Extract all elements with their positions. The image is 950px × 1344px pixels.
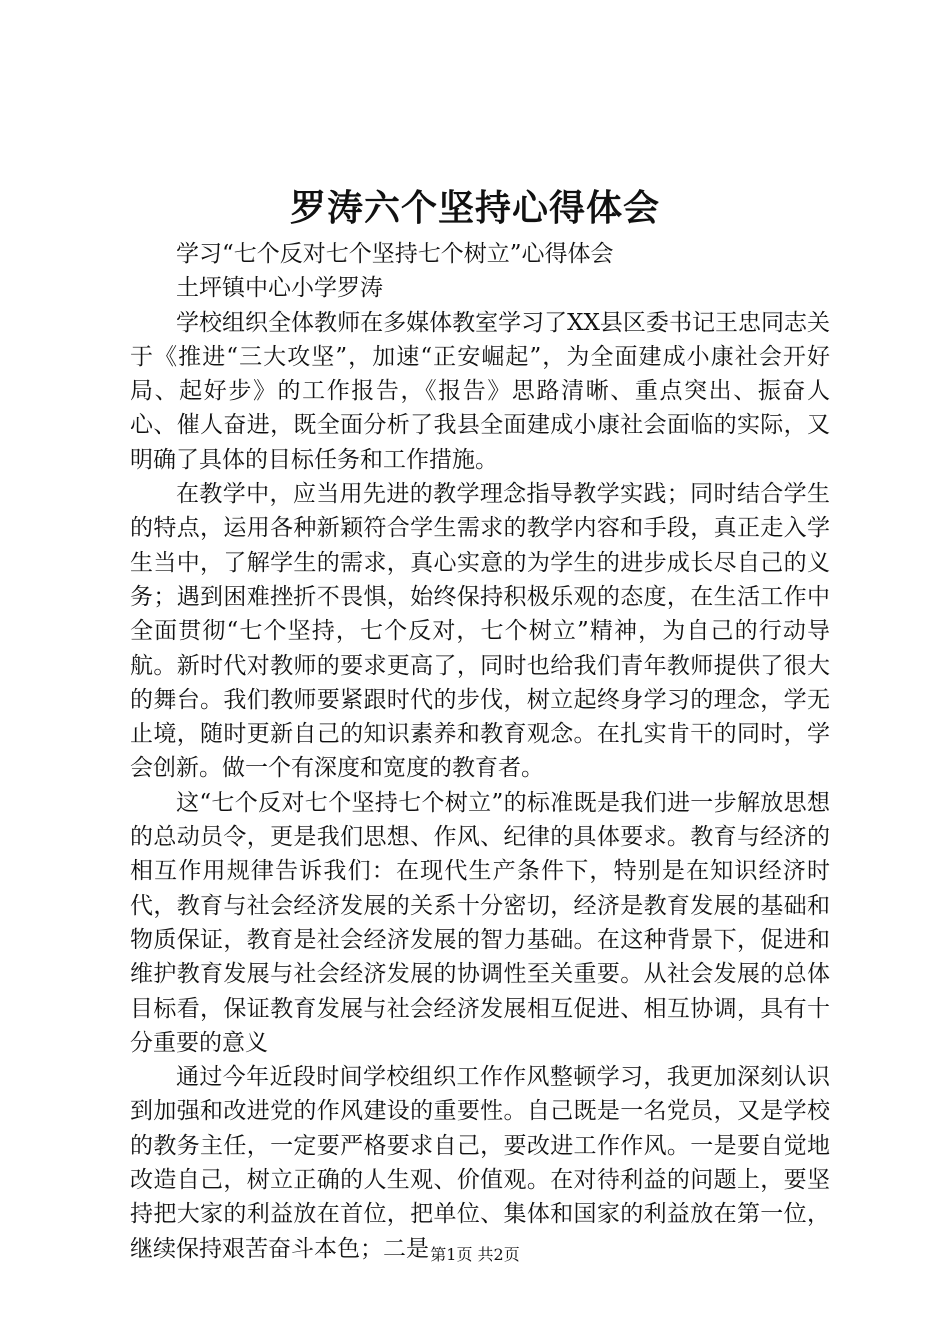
body-paragraph: 通过今年近段时间学校组织工作作风整顿学习，我更加深刻认识到加强和改进党的作风建设的重要性。自己既是一名党员，又是学校的教务主任，一定要严格要求自己，要改进工作作风。一是要自觉地改造自己，树立正确的人生观、价值观。在对待利益的问题上，要坚持把大家的利益放在首位，把单位、集体和国家的利益放在第一位，继续保持艰苦奋斗本色；二是 xyxy=(130,1064,830,1262)
author-paragraph: 土坪镇中心小学罗涛 xyxy=(176,275,383,302)
body-paragraph: 学校组织全体教师在多媒体教室学习了XX县区委书记王忠同志关于《推进“三大攻坚”，加速“正安崛起”，为全面建成小康社会开好局、起好步》的工作报告，《报告》思路清晰、重点突出、振奋人心、催人奋进，既全面分析了我县全面建成小康社会面临的实际，又明确了具体的目标任务和工作措施。 xyxy=(130,309,830,473)
document-title: 罗涛六个坚持心得体会 xyxy=(289,187,660,229)
body-paragraph: 这“七个反对七个坚持七个树立”的标准既是我们进一步解放思想的总动员令，更是我们思想、作风、纪律的具体要求。教育与经济的相互作用规律告诉我们：在现代生产条件下，特别是在知识经济时代，教育与社会经济发展的关系十分密切，经济是教育发展的基础和物质保证，教育是社会经济发展的智力基础。在这种背景下，促进和维护教育发展与社会经济发展的协调性至关重要。从社会发展的总体目标看，保证教育发展与社会经济发展相互促进、相互协调，具有十分重要的意义 xyxy=(130,789,830,1056)
subtitle-paragraph: 学习“七个反对七个坚持七个树立”心得体会 xyxy=(176,241,614,267)
body-paragraph: 在教学中，应当用先进的教学理念指导教学实践；同时结合学生的特点，运用各种新颖符合学生需求的教学内容和手段，真正走入学生当中，了解学生的需求，真心实意的为学生的进步成长尽自己的义务；遇到困难挫折不畏惧，始终保持积极乐观的态度，在生活工作中全面贯彻“七个坚持，七个反对，七个树立”精神，为自己的行动导航。新时代对教师的要求更高了，同时也给我们青年教师提供了很大的舞台。我们教师要紧跟时代的步伐，树立起终身学习的理念，学无止境，随时更新自己的知识素养和教育观念。在扎实肯干的同时，学会创新。做一个有深度和宽度的教育者。 xyxy=(130,481,830,782)
document-body xyxy=(130,237,830,1266)
page-number-footer: 第1页 共2页 xyxy=(430,1245,520,1264)
